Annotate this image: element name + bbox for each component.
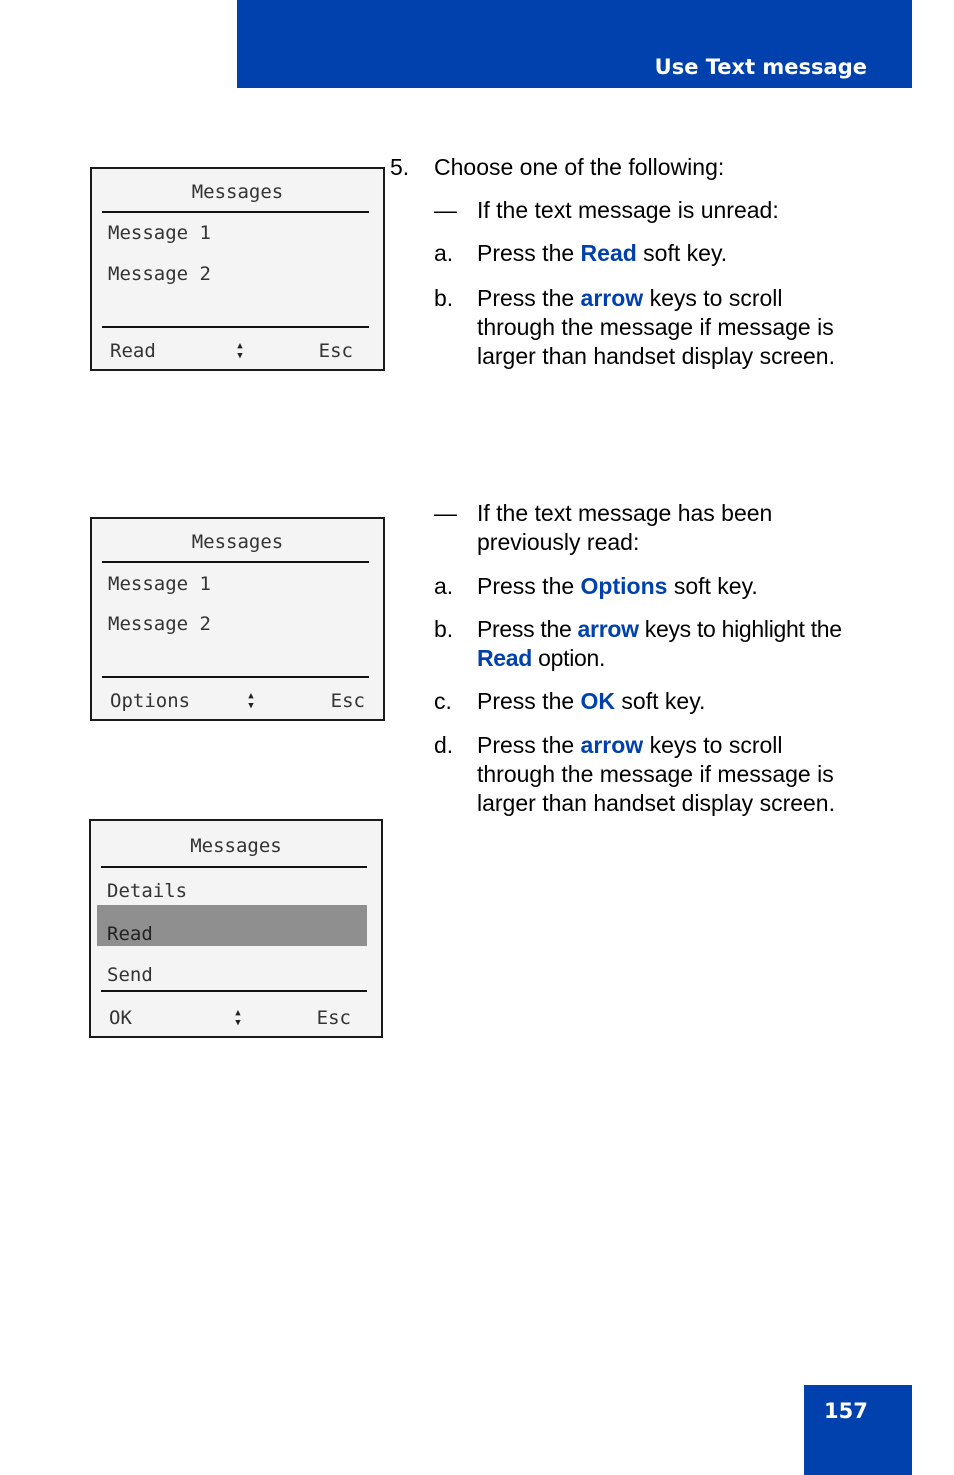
substep-read-a: Press the Options soft key.	[477, 573, 758, 599]
step-5	[390, 153, 409, 182]
substep-label: b.	[434, 616, 454, 642]
phone-screen-unread	[90, 167, 385, 371]
read-keyword: Read	[477, 645, 533, 671]
softkey-divider	[102, 326, 369, 328]
page-number: 157	[824, 1399, 868, 1423]
substep-label: a.	[434, 573, 454, 599]
page-number-box	[804, 1385, 912, 1475]
read-keyword: Read	[580, 240, 637, 266]
screen-title: Messages	[191, 531, 284, 553]
up-down-arrow-icon: ▲ ▼	[248, 691, 254, 711]
arrow-keyword: arrow	[577, 616, 639, 642]
phone-screen-read	[90, 517, 385, 721]
esc-softkey[interactable]: Esc	[330, 690, 365, 712]
substep-read-b: Press the arrow keys to highlight the Read option.	[477, 616, 842, 671]
softkey-divider	[101, 990, 367, 992]
substep-label: c.	[434, 688, 452, 714]
list-item[interactable]: Message 1	[108, 222, 211, 244]
esc-softkey[interactable]: Esc	[316, 1007, 351, 1029]
dash-marker: —	[434, 500, 457, 526]
title-divider	[102, 561, 369, 563]
ok-keyword: OK	[580, 688, 616, 714]
menu-item-send[interactable]: Send	[107, 964, 153, 986]
substep-label: d.	[434, 732, 454, 758]
ok-softkey[interactable]: OK	[109, 1007, 132, 1029]
up-down-arrow-icon: ▲ ▼	[237, 341, 243, 361]
substep-label: b.	[434, 285, 454, 311]
step-number: 5.	[390, 154, 410, 180]
substep-unread-b: Press the arrow keys to scroll through the message if message is larger than handset display screen.	[477, 285, 835, 369]
softkey-divider	[102, 676, 369, 678]
up-down-arrow-icon: ▲ ▼	[235, 1008, 241, 1028]
section-title: Use Text message	[654, 55, 867, 79]
substep-unread-a: Press the Read soft key.	[477, 240, 728, 266]
screen-title: Messages	[191, 181, 284, 203]
title-divider	[102, 211, 369, 213]
list-item[interactable]: Message 2	[108, 613, 211, 635]
dash-marker: —	[434, 197, 457, 223]
menu-item-read[interactable]: Read	[107, 923, 153, 945]
menu-item-details[interactable]: Details	[107, 880, 188, 902]
step-5-text: Choose one of the following:	[434, 154, 725, 180]
list-item[interactable]: Message 1	[108, 573, 211, 595]
condition-unread: If the text message is unread:	[477, 197, 779, 223]
list-item[interactable]: Message 2	[108, 263, 211, 285]
options-keyword: Options	[580, 573, 668, 599]
arrow-keyword: arrow	[580, 732, 644, 758]
screen-title: Messages	[190, 835, 282, 857]
header-band	[237, 0, 912, 88]
substep-read-c: Press the OK soft key.	[477, 688, 706, 714]
esc-softkey[interactable]: Esc	[318, 340, 353, 362]
arrow-keyword: arrow	[580, 285, 644, 311]
read-softkey[interactable]: Read	[110, 340, 156, 362]
title-divider	[101, 866, 367, 868]
options-softkey[interactable]: Options	[110, 690, 191, 712]
substep-read-d: Press the arrow keys to scroll through the message if message is larger than handset display screen.	[477, 732, 835, 816]
substep-label: a.	[434, 240, 454, 266]
phone-screen-options-menu	[89, 819, 383, 1038]
condition-read: If the text message has been previously read:	[477, 500, 773, 555]
